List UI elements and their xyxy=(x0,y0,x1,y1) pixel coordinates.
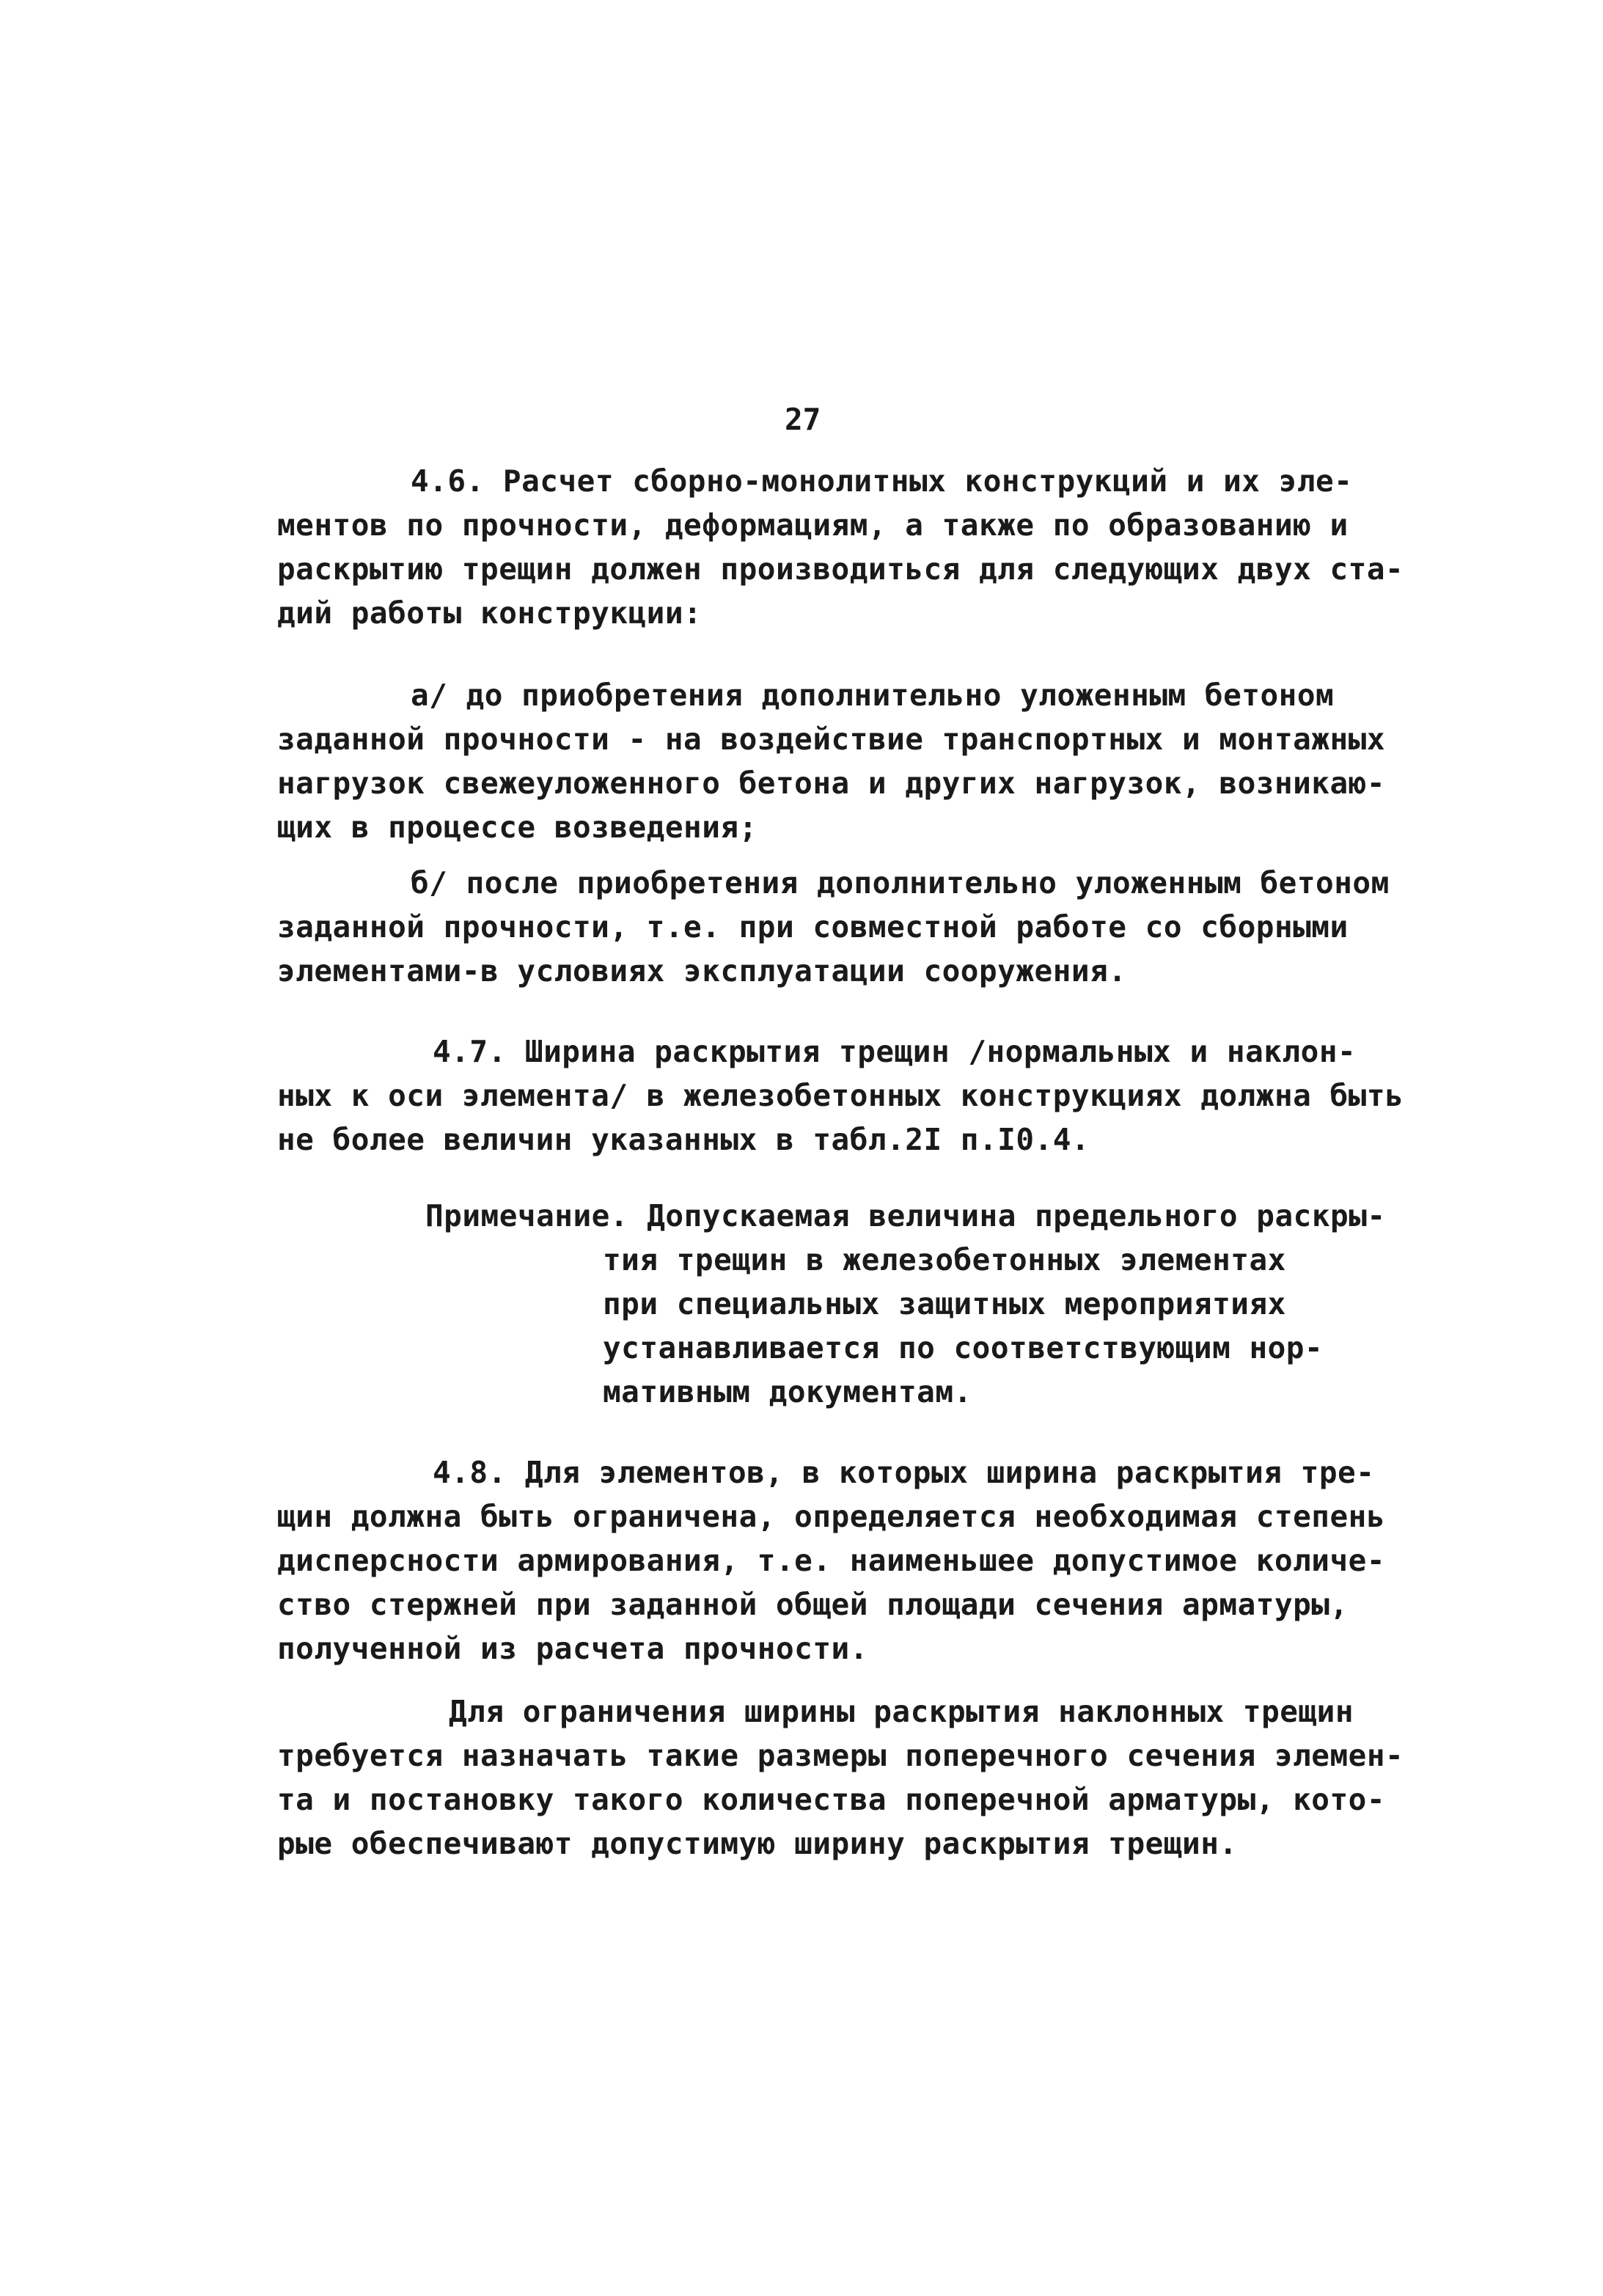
note-line: тия трещин в железобетонных элементах xyxy=(603,1242,1286,1277)
note-line: Примечание. Допускаемая величина предельного раскры- xyxy=(425,1198,1386,1233)
text-line: 4.7. Ширина раскрытия трещин /нормальных и наклон- xyxy=(433,1034,1357,1069)
text-line: заданной прочности, т.е. при совместной работе со сборными xyxy=(277,909,1349,945)
text-line: а/ до приобретения дополнительно уложенным бетоном xyxy=(411,678,1335,713)
text-line: ство стержней при заданной общей площади сечения арматуры, xyxy=(277,1587,1349,1622)
text-line: щин должна быть ограничена, определяется необходимая степень xyxy=(277,1499,1386,1534)
text-line: полученной из расчета прочности. xyxy=(277,1631,868,1666)
text-line: ных к оси элемента/ в железобетонных конструкциях должна быть xyxy=(277,1078,1404,1113)
text-line: рые обеспечивают допустимую ширину раскрытия трещин. xyxy=(277,1826,1238,1861)
text-line: не более величин указанных в табл.2I п.I0.4. xyxy=(277,1122,1090,1157)
text-line: нагрузок свежеуложенного бетона и других нагрузок, возникаю- xyxy=(277,766,1386,801)
text-line: раскрытию трещин должен производиться для следующих двух ста- xyxy=(277,551,1404,587)
text-line: щих в процессе возведения; xyxy=(277,810,758,845)
note-line: при специальных защитных мероприятиях xyxy=(603,1286,1286,1321)
text-line: требуется назначать такие размеры поперечного сечения элемен- xyxy=(277,1738,1404,1773)
text-line: Для ограничения ширины раскрытия наклонных трещин xyxy=(449,1694,1354,1729)
text-line: дий работы конструкции: xyxy=(277,595,703,631)
text-line: та и постановку такого количества поперечной арматуры, кото- xyxy=(277,1782,1386,1817)
text-line: 4.6. Расчет сборно-монолитных конструкций и их эле- xyxy=(411,463,1353,499)
note-line: мативным документам. xyxy=(603,1374,972,1409)
text-line: ментов по прочности, деформациям, а также по образованию и xyxy=(277,507,1349,543)
page-number: 27 xyxy=(785,402,821,437)
text-line: 4.8. Для элементов, в которых ширина раскрытия тре- xyxy=(433,1455,1375,1490)
text-line: элементами-в условиях эксплуатации сооружения. xyxy=(277,953,1127,989)
note-line: устанавливается по соответствующим нор- xyxy=(603,1330,1324,1365)
text-line: заданной прочности - на воздействие транспортных и монтажных xyxy=(277,722,1386,757)
text-line: б/ после приобретения дополнительно уложенным бетоном xyxy=(411,865,1390,901)
text-line: дисперсности армирования, т.е. наименьшее допустимое количе- xyxy=(277,1543,1386,1578)
